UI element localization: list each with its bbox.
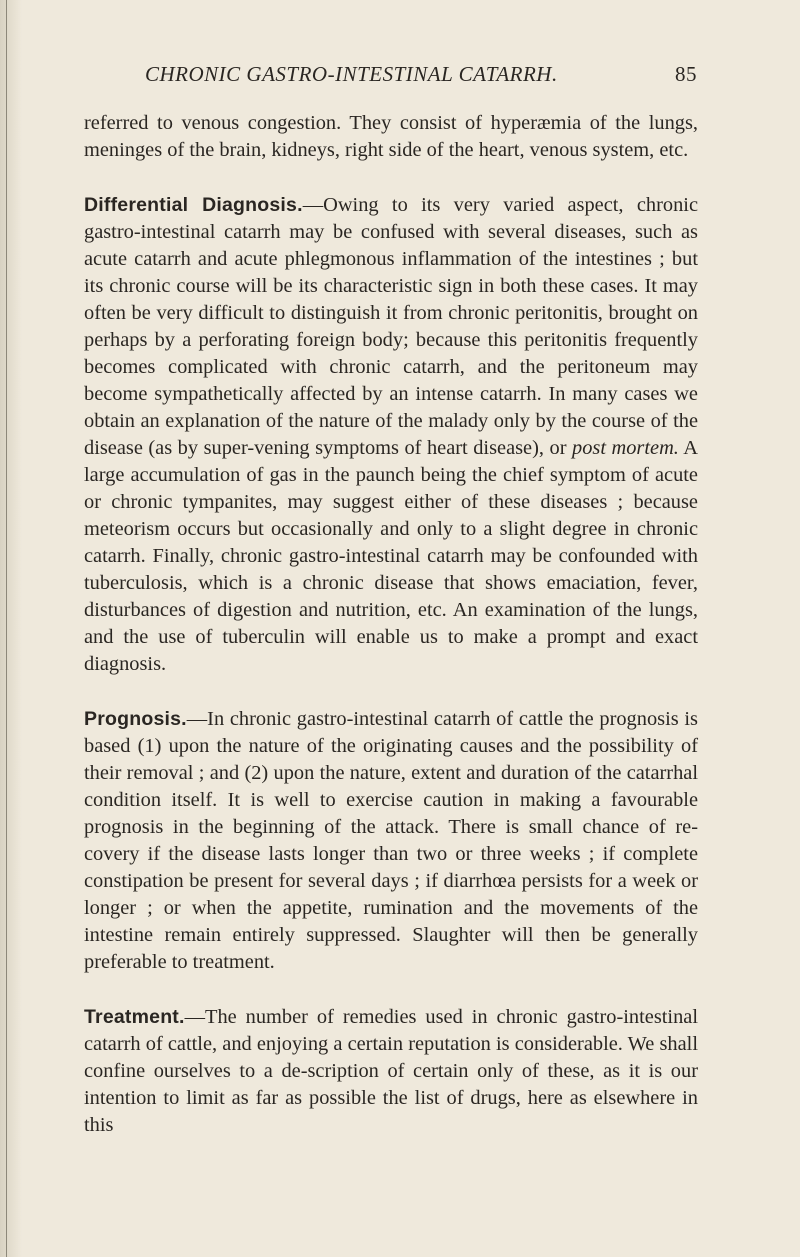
section-heading-differential-diagnosis: Differential Diagnosis. xyxy=(84,194,303,216)
paragraph-text: referred to venous congestion. They consist of hyperæmia of the lungs, meninges of the brain, kidneys, right side of the heart, venous system, etc. xyxy=(84,112,698,161)
page-number: 85 xyxy=(675,62,697,86)
book-gutter xyxy=(0,0,22,1257)
running-head xyxy=(145,62,697,90)
paragraph-text: A large accumulation of gas in the paunch being the chief symptom of acute or chronic tympanites, may suggest either of these diseases ; because meteorism occurs but occasionally and only to a slight degree in chronic catarrh. Finally, chronic gastro-intestinal catarrh may be confounded with tuberculosis, which is a chronic disease that shows emaciation, fever, disturbances of digestion and nutrition, etc. An examination of the lungs, and the use of tuberculin will enable us to make a prompt and exact diagnosis. xyxy=(84,437,699,675)
paragraph-text: —The number of remedies used in chronic gastro-intestinal catarrh of cattle, and enjoying a certain reputation is considerable. We shall confine ourselves to a de-scription of certain only of these, as it is our intention to limit as far as possible the list of drugs, here as elsewhere in this xyxy=(84,1006,698,1136)
running-title: CHRONIC GASTRO-INTESTINAL CATARRH. xyxy=(145,62,558,86)
paragraph-prognosis xyxy=(84,706,698,976)
paragraph-text: —In chronic gastro-intestinal catarrh of cattle the prognosis is based (1) upon the nature of the originating causes and the possibility of their removal ; and (2) upon the nature, extent and duration of the catarrhal condition itself. It is well to exercise caution in making a favourable prognosis in the beginning of the attack. There is small chance of re-covery if the disease lasts longer than two or three weeks ; if complete constipation be present for several days ; if diarrhœa persists for a week or longer ; or when the appetite, rumination and the movements of the intestine remain entirely suppressed. Slaughter will then be generally preferable to treatment. xyxy=(84,708,698,973)
section-heading-treatment: Treatment. xyxy=(84,1006,185,1028)
paragraph-differential-diagnosis xyxy=(84,192,698,678)
page-body xyxy=(84,110,698,1139)
paragraph-intro xyxy=(84,110,698,164)
section-heading-prognosis: Prognosis. xyxy=(84,708,187,730)
paragraph-text: —Owing to its very varied aspect, chronic gastro-intestinal catarrh may be confused with several diseases, such as acute catarrh and acute phlegmonous inflammation of the intestines ; but its chronic course will be its characteristic sign in both these cases. It may often be very difficult to distinguish it from chronic peritonitis, brought on perhaps by a perforating foreign body; because this peritonitis frequently becomes complicated with chronic catarrh, and the peritoneum may become sympathetically affected by an intense catarrh. In many cases we obtain an explanation of the nature of the malady only by the course of the disease (as by super-vening symptoms of heart disease), or xyxy=(84,194,698,459)
paragraph-treatment xyxy=(84,1004,698,1139)
italic-term: post mortem. xyxy=(572,437,679,459)
